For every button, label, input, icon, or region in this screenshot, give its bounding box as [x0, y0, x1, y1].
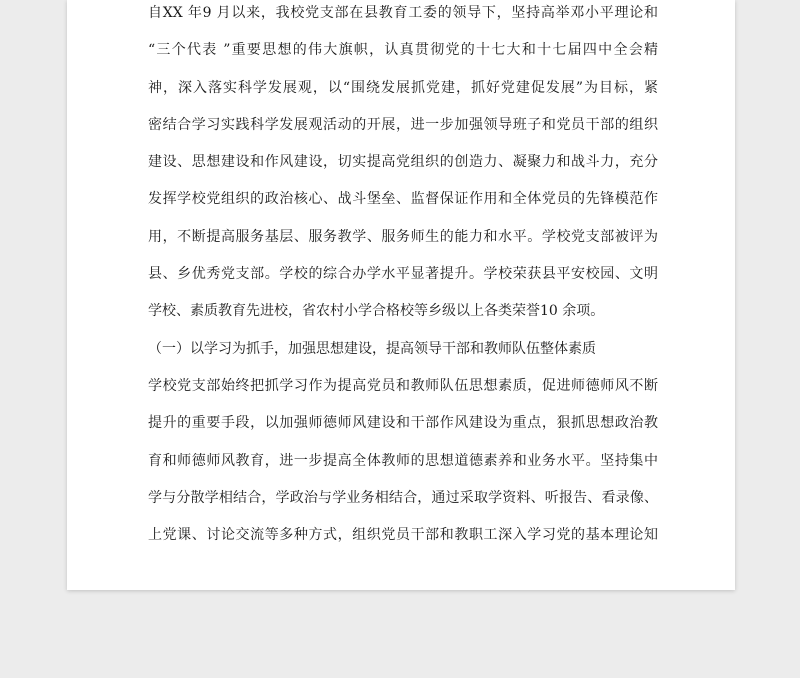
text-line: 学与分散学相结合，学政治与学业务相结合，通过采取学资料、听报告、看录像、 [148, 489, 658, 506]
text-line: 神，深入落实科学发展观，以“围绕发展抓党建，抓好党建促发展”为目标，紧 [148, 79, 658, 96]
text-line: 自XX 年9 月以来，我校党支部在县教育工委的领导下，坚持高举邓小平理论和 [148, 5, 658, 21]
document-page [67, 0, 735, 590]
text-line: 密结合学习实践科学发展观活动的开展，进一步加强领导班子和党员干部的组织 [148, 116, 658, 133]
text-line: “三个代表 ”重要思想的伟大旗帜，认真贯彻党的十七大和十七届四中全会精 [148, 42, 658, 59]
text-line: 用，不断提高服务基层、服务教学、服务师生的能力和水平。学校党支部被评为 [148, 228, 658, 245]
text-line: 育和师德师风教育，进一步提高全体教师的思想道德素养和业务水平。坚持集中 [148, 452, 658, 469]
text-line: 学校、素质教育先进校，省农村小学合格校等乡级以上各类荣誉10 余项。 [148, 303, 605, 320]
document-body [148, 0, 658, 559]
section-heading: （一）以学习为抓手，加强思想建设，提高领导干部和教师队伍整体素质 [148, 340, 596, 357]
text-line: 建设、思想建设和作风建设，切实提高党组织的创造力、凝聚力和战斗力，充分 [148, 154, 658, 171]
text-line: 上党课、讨论交流等多种方式，组织党员干部和教职工深入学习党的基本理论知 [148, 527, 658, 544]
text-line: 提升的重要手段，以加强师德师风建设和干部作风建设为重点，狠抓思想政治教 [148, 415, 658, 432]
text-line: 发挥学校党组织的政治核心、战斗堡垒、监督保证作用和全体党员的先锋模范作 [148, 191, 658, 208]
text-line: 学校党支部始终把抓学习作为提高党员和教师队伍思想素质，促进师德师风不断 [148, 377, 658, 394]
text-line: 县、乡优秀党支部。学校的综合办学水平显著提升。学校荣获县平安校园、文明 [148, 266, 658, 283]
